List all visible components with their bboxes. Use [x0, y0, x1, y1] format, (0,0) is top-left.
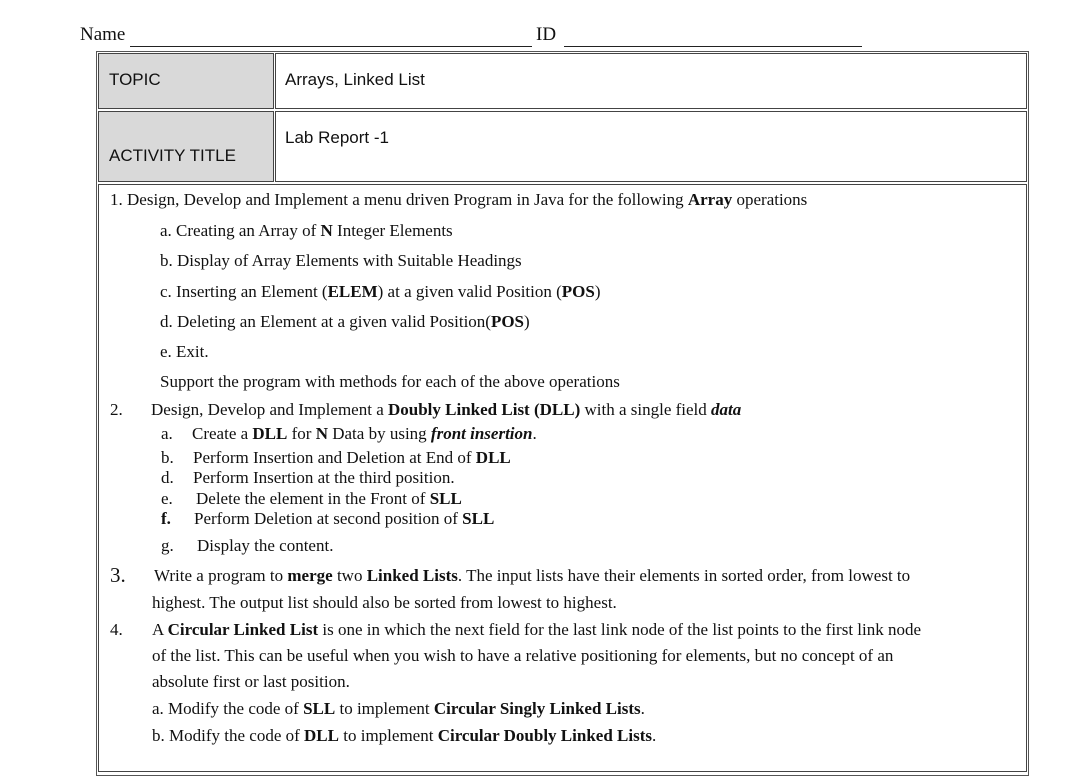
q2-item-a-letter: a. [161, 424, 173, 443]
q3-number: 3. [110, 563, 126, 587]
q2-item-b-letter: b. [161, 448, 174, 467]
q1-item-a: a. Creating an Array of N Integer Elements [160, 221, 453, 240]
activity-title-label: ACTIVITY TITLE [109, 146, 236, 165]
q2-heading: Design, Develop and Implement a Doubly Linked List (DLL) with a single field data [151, 400, 742, 419]
q2-item-e-letter: e. [161, 489, 173, 508]
id-field-line[interactable] [564, 46, 862, 47]
q4-number: 4. [110, 620, 123, 639]
q1-item-b: b. Display of Array Elements with Suitable Headings [160, 251, 522, 270]
topic-value-cell [275, 53, 1027, 109]
q1-item-e: e. Exit. [160, 342, 209, 361]
q1-item-c: c. Inserting an Element (ELEM) at a given valid Position (POS) [160, 282, 601, 301]
topic-value: Arrays, Linked List [285, 70, 425, 89]
questions-cell [98, 184, 1027, 772]
q3-line1: Write a program to merge two Linked Lists. The input lists have their elements in sorted order, from lowest to [154, 566, 911, 585]
q1-support: Support the program with methods for each of the above operations [160, 372, 620, 391]
q2-item-b: Perform Insertion and Deletion at End of DLL [193, 448, 511, 467]
q1-heading: 1. Design, Develop and Implement a menu driven Program in Java for the following Array operations [110, 190, 808, 209]
q4-item-b: b. Modify the code of DLL to implement Circular Doubly Linked Lists. [152, 726, 657, 745]
q2-item-f: Perform Deletion at second position of SLL [194, 509, 495, 528]
q2-item-a: Create a DLL for N Data by using front insertion. [192, 424, 537, 443]
q4-item-a: a. Modify the code of SLL to implement Circular Singly Linked Lists. [152, 699, 645, 718]
q3-line2: highest. The output list should also be sorted from lowest to highest. [152, 593, 617, 612]
q1-item-d: d. Deleting an Element at a given valid Position(POS) [160, 312, 530, 331]
activity-title-value-cell [275, 111, 1027, 182]
id-label: ID [536, 24, 557, 45]
activity-title-value: Lab Report -1 [285, 128, 389, 147]
name-field-line[interactable] [130, 46, 532, 47]
q2-item-e: Delete the element in the Front of SLL [196, 489, 462, 508]
q2-item-d: Perform Insertion at the third position. [193, 468, 455, 487]
activity-title-label-cell [98, 111, 274, 182]
q2-item-g: Display the content. [197, 536, 334, 555]
q4-line3: absolute first or last position. [152, 672, 350, 691]
topic-label-cell [98, 53, 274, 109]
topic-label: TOPIC [109, 70, 161, 89]
q2-item-d-letter: d. [161, 468, 174, 487]
q2-item-f-letter: f. [161, 509, 171, 528]
name-label: Name [80, 24, 126, 45]
q2-item-g-letter: g. [161, 536, 174, 555]
q2-number: 2. [110, 400, 123, 419]
q4-line1: A Circular Linked List is one in which the next field for the last link node of the list points to the first link node [152, 620, 922, 639]
q4-line2: of the list. This can be useful when you wish to have a relative positioning for elements, but no concept of an [152, 646, 894, 665]
